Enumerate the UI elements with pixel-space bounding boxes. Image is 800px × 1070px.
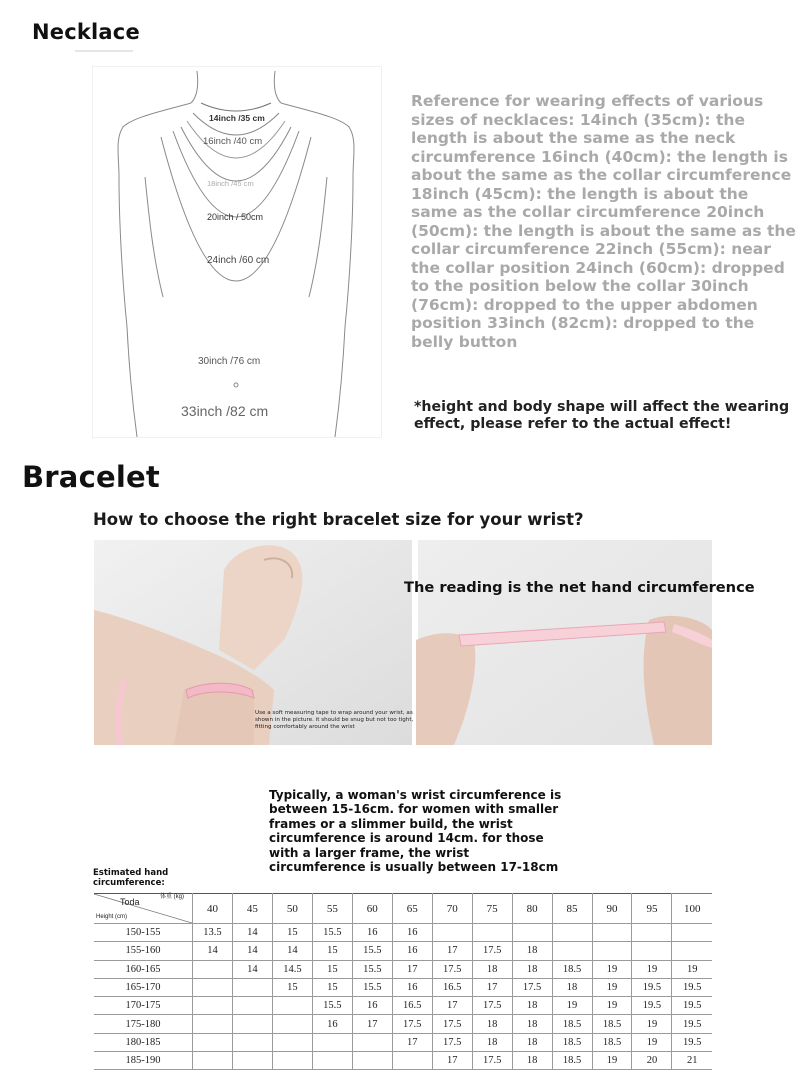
circumference-cell: 15 [272,924,312,942]
weight-header: 95 [632,894,672,924]
height-range-cell: 165-170 [94,978,193,996]
circumference-cell: 16.5 [432,978,472,996]
circumference-cell: 19.5 [632,997,672,1015]
circumference-cell: 16 [392,942,432,960]
circumference-cell: 15 [272,978,312,996]
circumference-cell [272,1015,312,1033]
necklace-section-title: Necklace [32,20,140,44]
circumference-cell: 16 [352,997,392,1015]
circumference-cell: 16 [312,1015,352,1033]
circumference-cell: 13.5 [193,924,233,942]
weight-header: 55 [312,894,352,924]
circumference-cell: 19.5 [672,1015,712,1033]
circumference-cell: 19 [672,960,712,978]
height-range-cell: 185-190 [94,1052,193,1070]
circumference-cell [193,1033,233,1051]
circumference-cell: 19 [632,1033,672,1051]
circumference-cell: 19.5 [672,997,712,1015]
length-label-30: 30inch /76 cm [198,356,261,367]
circumference-cell: 16.5 [392,997,432,1015]
estimated-circumference-label: Estimated hand circumference: [93,868,169,888]
circumference-cell: 19.5 [672,1033,712,1051]
circumference-cell [193,960,233,978]
circumference-cell: 18.5 [552,1052,592,1070]
circumference-cell: 19 [592,960,632,978]
circumference-cell: 18.5 [592,1033,632,1051]
circumference-cell: 18 [512,942,552,960]
circumference-cell: 14 [232,942,272,960]
circumference-cell: 19 [632,960,672,978]
height-range-cell: 180-185 [94,1033,193,1051]
weight-header: 100 [672,894,712,924]
circumference-cell [472,924,512,942]
circumference-cell: 15.5 [312,997,352,1015]
circumference-cell [272,1052,312,1070]
circumference-cell: 17.5 [472,997,512,1015]
circumference-cell: 14.5 [272,960,312,978]
weight-header: 70 [432,894,472,924]
table-body [94,924,712,1070]
circumference-cell: 17 [392,960,432,978]
circumference-cell: 14 [232,960,272,978]
circumference-cell: 17 [432,942,472,960]
wearing-effect-note: *height and body shape will affect the wearing effect, please refer to the actual effect! [414,399,790,432]
length-label-18: 18inch /45 cm [207,179,254,188]
circumference-cell [392,1052,432,1070]
circumference-cell: 18.5 [552,1015,592,1033]
corner-height-label: Height (cm) [96,914,128,920]
circumference-cell: 17.5 [432,1033,472,1051]
corner-weight-label: 体重 (kg) [160,894,185,900]
circumference-cell: 18 [552,978,592,996]
circumference-cell: 16 [392,978,432,996]
circumference-cell: 16 [392,924,432,942]
circumference-cell: 19 [632,1015,672,1033]
circumference-cell [272,1033,312,1051]
circumference-cell: 18 [472,1015,512,1033]
circumference-cell: 18 [512,1052,552,1070]
circumference-cell: 17 [472,978,512,996]
circumference-cell [193,1052,233,1070]
circumference-cell: 17 [432,1052,472,1070]
bracelet-section-title: Bracelet [22,460,160,494]
circumference-cell: 14 [272,942,312,960]
weight-header: 75 [472,894,512,924]
weight-header: 60 [352,894,392,924]
table-row [94,1015,712,1033]
circumference-cell: 19.5 [672,978,712,996]
circumference-cell [592,942,632,960]
circumference-cell: 14 [193,942,233,960]
length-label-33: 33inch /82 cm [181,403,269,419]
circumference-cell: 18 [512,1033,552,1051]
circumference-cell: 17 [392,1033,432,1051]
circumference-cell: 17.5 [472,942,512,960]
circumference-cell: 17 [432,997,472,1015]
weight-header: 45 [232,894,272,924]
table-row [94,997,712,1015]
wrist-size-table [94,893,712,1070]
circumference-cell: 19 [592,997,632,1015]
weight-header: 50 [272,894,312,924]
necklace-length-diagram [92,66,382,438]
circumference-cell: 18.5 [592,1015,632,1033]
weight-header: 80 [512,894,552,924]
table-row [94,942,712,960]
circumference-cell: 15.5 [352,942,392,960]
circumference-cell: 19 [552,997,592,1015]
height-range-cell: 150-155 [94,924,193,942]
circumference-cell [592,924,632,942]
weight-header: 40 [193,894,233,924]
table-corner-cell [94,894,193,924]
length-label-16: 16inch /40 cm [203,136,263,147]
circumference-cell [632,942,672,960]
circumference-cell: 15.5 [352,978,392,996]
weight-header: 90 [592,894,632,924]
height-range-cell: 175-180 [94,1015,193,1033]
circumference-cell: 17.5 [512,978,552,996]
circumference-cell [193,997,233,1015]
table-row [94,978,712,996]
circumference-cell [352,1052,392,1070]
circumference-cell: 19 [592,978,632,996]
circumference-cell: 19.5 [632,978,672,996]
circumference-cell: 15 [312,942,352,960]
circumference-cell [552,942,592,960]
circumference-cell: 18 [512,997,552,1015]
circumference-cell: 20 [632,1052,672,1070]
circumference-cell: 15 [312,978,352,996]
height-range-cell: 170-175 [94,997,193,1015]
circumference-cell [672,924,712,942]
circumference-cell [272,997,312,1015]
title-divider [75,50,133,52]
table-row [94,1052,712,1070]
weight-header: 65 [392,894,432,924]
length-label-14: 14inch /35 cm [209,113,265,123]
circumference-cell: 18.5 [552,960,592,978]
circumference-cell [512,924,552,942]
circumference-cell: 17.5 [432,1015,472,1033]
necklace-size-description: Reference for wearing effects of various sizes of necklaces: 14inch (35cm): the length is about the same as the neck circumference 16inch (40cm): the length is about the same as the collar circumference 18inch (45cm): the length is about the same as the collar circumference 20inch (50cm): the length is about the same as the collar circumference 22inch (55cm): near the collar position 24inch (60cm): dropped to the position below the collar 30inch (76cm): dropped to the upper abdomen position 33inch (82cm): dropped to the belly button [411,92,796,351]
length-label-20: 20inch / 50cm [207,212,264,222]
circumference-cell: 19 [592,1052,632,1070]
circumference-cell [312,1052,352,1070]
circumference-cell: 17 [352,1015,392,1033]
circumference-cell [232,1052,272,1070]
bracelet-size-question: How to choose the right bracelet size for your wrist? [93,510,584,529]
circumference-cell [193,978,233,996]
circumference-cell: 14 [232,924,272,942]
circumference-cell: 18.5 [552,1033,592,1051]
circumference-cell [552,924,592,942]
wrist-circumference-note: Typically, a woman's wrist circumference is between 15-16cm. for women with smaller frames or a slimmer build, the wrist circumference is around 14cm. for those with a larger frame, the wrist circumference is usually between 17-18cm [269,788,562,875]
height-range-cell: 160-165 [94,960,193,978]
weight-header: 85 [552,894,592,924]
circumference-cell: 16 [352,924,392,942]
circumference-cell [232,997,272,1015]
circumference-cell [352,1033,392,1051]
height-range-cell: 155-160 [94,942,193,960]
circumference-cell [232,978,272,996]
circumference-cell: 17.5 [392,1015,432,1033]
circumference-cell: 18 [472,1033,512,1051]
circumference-cell [672,942,712,960]
reading-caption: The reading is the net hand circumference [404,579,755,596]
circumference-cell [193,1015,233,1033]
measuring-instruction-caption: Use a soft measuring tape to wrap around your wrist, as shown in the picture. it should be snug but not too tight, fitting comfortably around the wrist [255,710,414,730]
circumference-cell [312,1033,352,1051]
circumference-cell: 15.5 [312,924,352,942]
circumference-cell: 18 [512,960,552,978]
circumference-cell: 18 [512,1015,552,1033]
table-row [94,1033,712,1051]
circumference-cell: 17.5 [472,1052,512,1070]
circumference-cell: 15.5 [352,960,392,978]
circumference-cell [232,1015,272,1033]
corner-top-label: Toda [120,897,140,907]
circumference-cell [632,924,672,942]
length-label-24: 24inch /60 cm [207,255,270,266]
table-row [94,924,712,942]
circumference-cell: 21 [672,1052,712,1070]
table-header-row [94,894,712,924]
circumference-cell [232,1033,272,1051]
circumference-cell: 18 [472,960,512,978]
circumference-cell [432,924,472,942]
table-row [94,960,712,978]
circumference-cell: 17.5 [432,960,472,978]
circumference-cell: 15 [312,960,352,978]
